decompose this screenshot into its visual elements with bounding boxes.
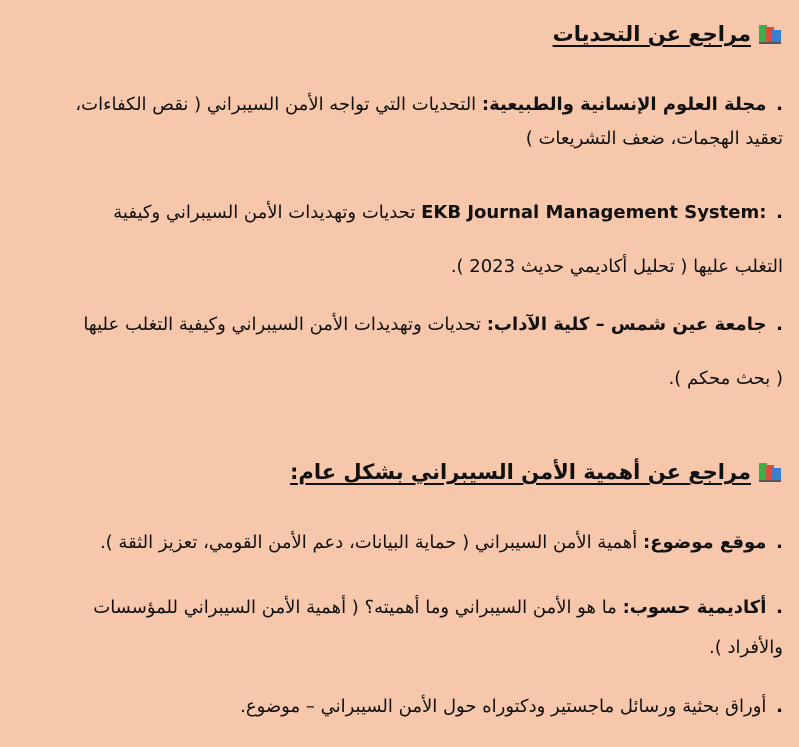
section-heading-importance	[290, 460, 783, 484]
reference-text: تحديات وتهديدات الأمن السيبراني وكيفية التغلب عليها	[83, 314, 481, 335]
books-icon	[757, 460, 783, 484]
bullet: .	[776, 696, 783, 717]
bullet: .	[776, 532, 783, 553]
reference-source: جامعة عين شمس – كلية الآداب:	[486, 314, 767, 335]
reference-source: أكاديمية حسوب:	[622, 597, 767, 618]
bullet: .	[776, 94, 783, 115]
reference-text: ما هو الأمن السيبراني وما أهميته؟ ( أهمية الأمن السيبراني للمؤسسات	[93, 597, 617, 618]
reference-source: مجلة العلوم الإنسانية والطبيعية:	[481, 94, 767, 115]
bullet: .	[776, 202, 783, 223]
reference-item	[14, 186, 783, 294]
reference-text: والأفراد ).	[709, 637, 783, 658]
reference-text: التحديات التي تواجه الأمن السيبراني ( نقص الكفاءات،	[75, 94, 477, 115]
reference-item	[14, 588, 783, 668]
reference-item	[14, 88, 783, 156]
bullet: .	[776, 314, 783, 335]
reference-text: تعقيد الهجمات، ضعف التشريعات )	[525, 128, 783, 149]
reference-item	[14, 298, 783, 406]
heading-text: مراجع عن التحديات	[552, 22, 751, 46]
reference-source: موقع موضوع:	[643, 532, 767, 553]
reference-text: التغلب عليها ( تحليل أكاديمي حديث 2023 ).	[450, 256, 783, 277]
reference-text: تحديات وتهديدات الأمن السيبراني وكيفية	[113, 202, 416, 223]
heading-text: مراجع عن أهمية الأمن السيبراني بشكل عام:	[290, 460, 751, 484]
books-icon	[757, 22, 783, 46]
reference-item	[14, 690, 783, 724]
reference-text: أوراق بحثية ورسائل ماجستير ودكتوراه حول الأمن السيبراني – موضوع.	[240, 696, 767, 717]
section-heading-challenges	[553, 22, 783, 46]
reference-text: أهمية الأمن السيبراني ( حماية البيانات، دعم الأمن القومي، تعزيز الثقة ).	[99, 532, 638, 553]
reference-text: ( بحث محكم ).	[668, 368, 783, 389]
bullet: .	[776, 597, 783, 618]
reference-item	[14, 526, 783, 560]
reference-source: EKB Journal Management System:	[421, 202, 767, 223]
